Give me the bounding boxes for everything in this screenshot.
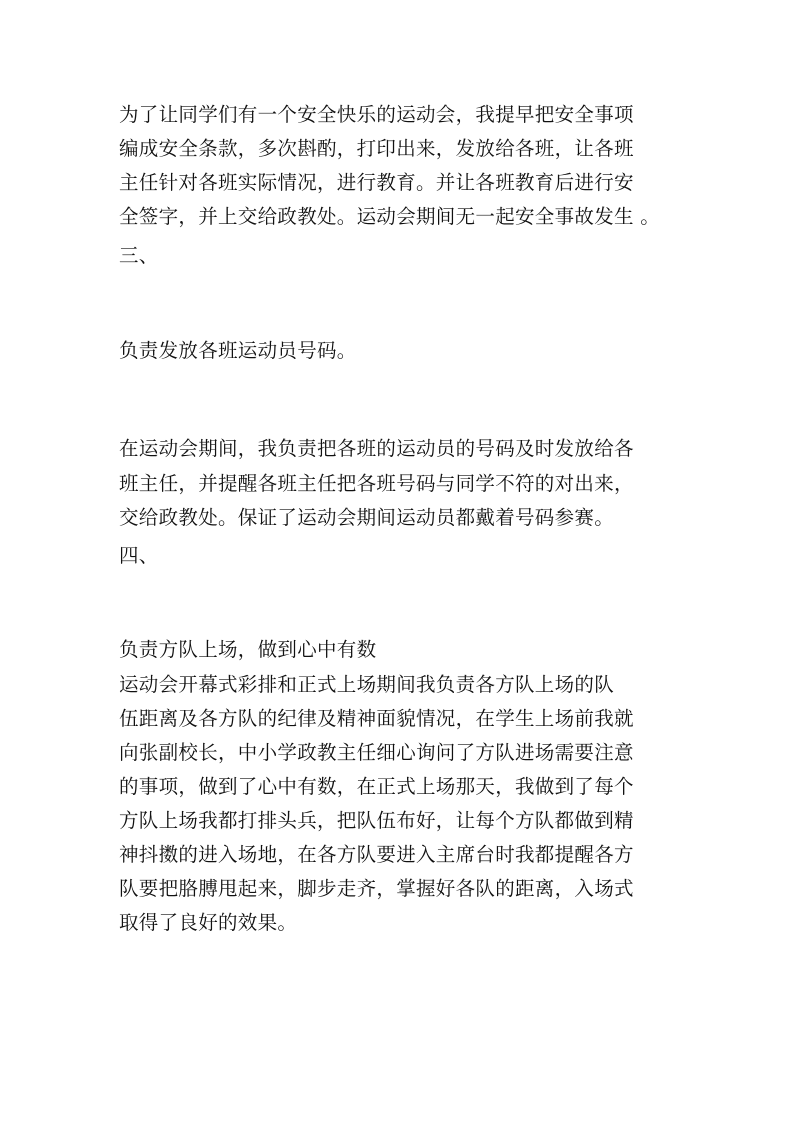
section-3-heading: 三、: [119, 244, 159, 267]
paragraph-3-line-6: 神抖擞的进入场地，在各方队要进入主席台时我都提醒各方: [119, 843, 634, 866]
paragraph-2-line-3: 交给政教处。保证了运动会期间运动员都戴着号码参赛。: [119, 506, 615, 529]
paragraph-3-line-2: 伍距离及各方队的纪律及精神面貌情况，在学生上场前我就: [119, 707, 634, 730]
paragraph-2-line-2: 班主任，并提醒各班主任把各班号码与同学不符的对出来，: [119, 472, 634, 495]
section-4-title: 负责方队上场，做到心中有数: [119, 638, 377, 661]
paragraph-3-line-8: 取得了良好的效果。: [119, 911, 298, 934]
paragraph-3-line-5: 方队上场我都打排头兵，把队伍布好，让每个方队都做到精: [119, 809, 634, 832]
paragraph-2-line-1: 在运动会期间，我负责把各班的运动员的号码及时发放给各: [119, 437, 634, 460]
paragraph-3-line-1: 运动会开幕式彩排和正式上场期间我负责各方队上场的队: [119, 673, 615, 696]
paragraph-1-line-2: 编成安全条款，多次斟酌，打印出来，发放给各班，让各班: [119, 137, 634, 160]
section-3-title: 负责发放各班运动员号码。: [119, 339, 357, 362]
paragraph-3-line-7: 队要把胳膊甩起来，脚步走齐，掌握好各队的距离，入场式: [119, 877, 634, 900]
paragraph-3-line-4: 的事项，做到了心中有数，在正式上场那天，我做到了每个: [119, 775, 634, 798]
section-4-heading: 四、: [119, 544, 159, 567]
paragraph-1-line-4: 全签字，并上交给政教处。运动会期间无一起安全事故发生 。: [119, 205, 661, 228]
paragraph-1-line-3: 主任针对各班实际情况，进行教育。并让各班教育后进行安: [119, 171, 634, 194]
paragraph-3-line-3: 向张副校长，中小学政教主任细心询问了方队进场需要注意: [119, 741, 634, 764]
paragraph-1-line-1: 为了让同学们有一个安全快乐的运动会，我提早把安全事项: [119, 103, 634, 126]
